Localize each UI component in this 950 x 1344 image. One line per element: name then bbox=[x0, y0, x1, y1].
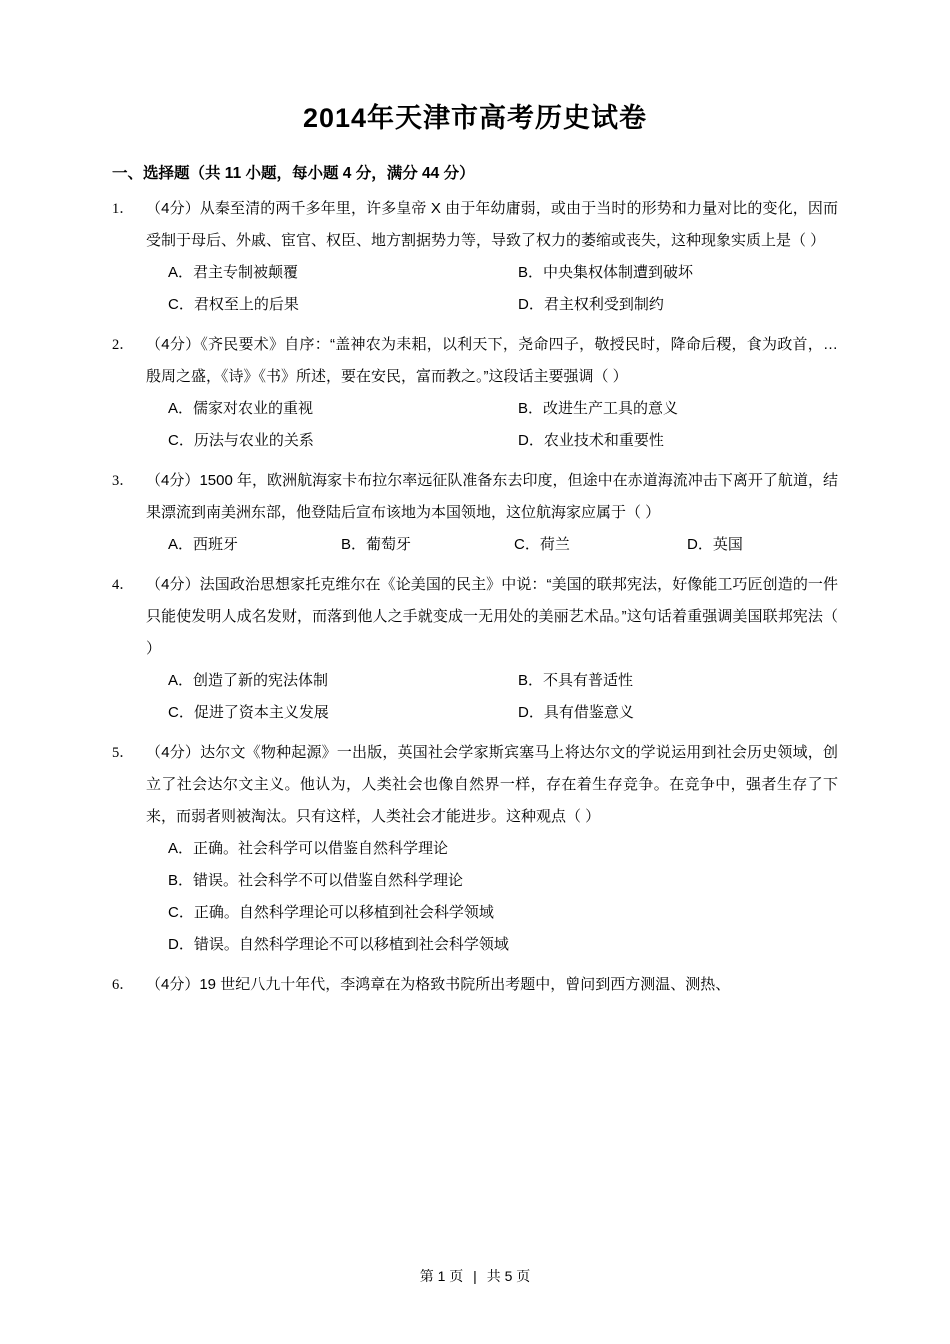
options-list bbox=[146, 257, 838, 321]
option-d[interactable]: D．君主权利受到制约 bbox=[518, 296, 664, 313]
option-c[interactable]: C．促进了资本主义发展 bbox=[168, 704, 329, 721]
options-list bbox=[146, 833, 838, 961]
question-item bbox=[112, 737, 838, 961]
option-a[interactable]: A．西班牙 bbox=[168, 536, 239, 553]
option-b[interactable]: B．中央集权体制遭到破坏 bbox=[518, 264, 694, 281]
option-b[interactable]: B．错误。社会科学不可以借鉴自然科学理论 bbox=[168, 872, 464, 889]
question-item bbox=[112, 329, 838, 457]
question-item bbox=[112, 465, 838, 561]
option-c[interactable]: C．荷兰 bbox=[514, 536, 570, 553]
option-a[interactable]: A．创造了新的宪法体制 bbox=[168, 672, 329, 689]
question-text: （4分）1500 年，欧洲航海家卡布拉尔率远征队准备东去印度，但途中在赤道海流冲击下离开了航道，结果漂流到南美洲东部，他登陆后宣布该地为本国领地，这位航海家应属于（ ） bbox=[146, 472, 838, 521]
question-number: 5． bbox=[112, 745, 134, 761]
question-text: （4分）法国政治思想家托克维尔在《论美国的民主》中说：“美国的联邦宪法，好像能工巧匠创造的一件只能使发明人成名发财，而落到他人之手就变成一无用处的美丽艺术品。”这句话着重强调美国联邦宪法（ ） bbox=[146, 576, 838, 657]
question-item bbox=[112, 569, 838, 729]
options-list bbox=[146, 665, 838, 729]
option-d[interactable]: D．具有借鉴意义 bbox=[518, 704, 634, 721]
option-c[interactable]: C．君权至上的后果 bbox=[168, 296, 299, 313]
question-number: 3． bbox=[112, 473, 134, 489]
footer-total-pages: 共 5 页 bbox=[486, 1268, 531, 1284]
options-list bbox=[146, 393, 838, 457]
option-d[interactable]: D．错误。自然科学理论不可以移植到社会科学领域 bbox=[168, 936, 509, 953]
option-b[interactable]: B．不具有普适性 bbox=[518, 672, 634, 689]
question-text: （4分）19 世纪八九十年代，李鸿章在为格致书院所出考题中，曾问到西方测温、测热、 bbox=[146, 976, 731, 993]
question-number: 2． bbox=[112, 337, 134, 353]
option-b[interactable]: B．改进生产工具的意义 bbox=[518, 400, 679, 417]
option-c[interactable]: C．正确。自然科学理论可以移植到社会科学领域 bbox=[168, 904, 494, 921]
question-text: （4分）达尔文《物种起源》一出版，英国社会学家斯宾塞马上将达尔文的学说运用到社会历史领域，创立了社会达尔文主义。他认为，人类社会也像自然界一样，存在着生存竞争。在竞争中，强者生存了下来，而弱者则被淘汰。只有这样，人类社会才能进步。这种观点（ ） bbox=[146, 744, 838, 825]
option-d[interactable]: D．英国 bbox=[687, 536, 743, 553]
footer-separator: | bbox=[473, 1268, 477, 1284]
question-text: （4分）从秦至清的两千多年里，许多皇帝 X 由于年幼庸弱，或由于当时的形势和力量对比的变化，因而受制于母后、外戚、宦官、权臣、地方割据势力等，导致了权力的萎缩或丧失，这种现象实质上是（ ） bbox=[146, 200, 838, 249]
option-a[interactable]: A．君主专制被颠覆 bbox=[168, 264, 299, 281]
page-footer bbox=[0, 1266, 950, 1286]
question-item bbox=[112, 193, 838, 321]
question-number: 4． bbox=[112, 577, 134, 593]
question-number: 1． bbox=[112, 201, 134, 217]
option-c[interactable]: C．历法与农业的关系 bbox=[168, 432, 314, 449]
question-item bbox=[112, 969, 838, 1001]
options-list bbox=[146, 529, 838, 561]
page-title: 2014年天津市高考历史试卷 bbox=[302, 103, 648, 133]
section-heading: 一、选择题（共 11 小题，每小题 4 分，满分 44 分） bbox=[112, 165, 475, 182]
option-b[interactable]: B．葡萄牙 bbox=[341, 536, 412, 553]
option-a[interactable]: A．儒家对农业的重视 bbox=[168, 400, 314, 417]
option-a[interactable]: A．正确。社会科学可以借鉴自然科学理论 bbox=[168, 840, 449, 857]
option-d[interactable]: D．农业技术和重要性 bbox=[518, 432, 664, 449]
question-number: 6． bbox=[112, 977, 134, 993]
footer-current-page: 第 1 页 bbox=[419, 1268, 464, 1284]
question-text: （4分）《齐民要术》自序：“盖神农为耒耜，以利天下，尧命四子，敬授民时，降命后稷，食为政首，…殷周之盛，《诗》《书》所述，要在安民，富而教之。”这段话主要强调（ ） bbox=[146, 336, 838, 385]
